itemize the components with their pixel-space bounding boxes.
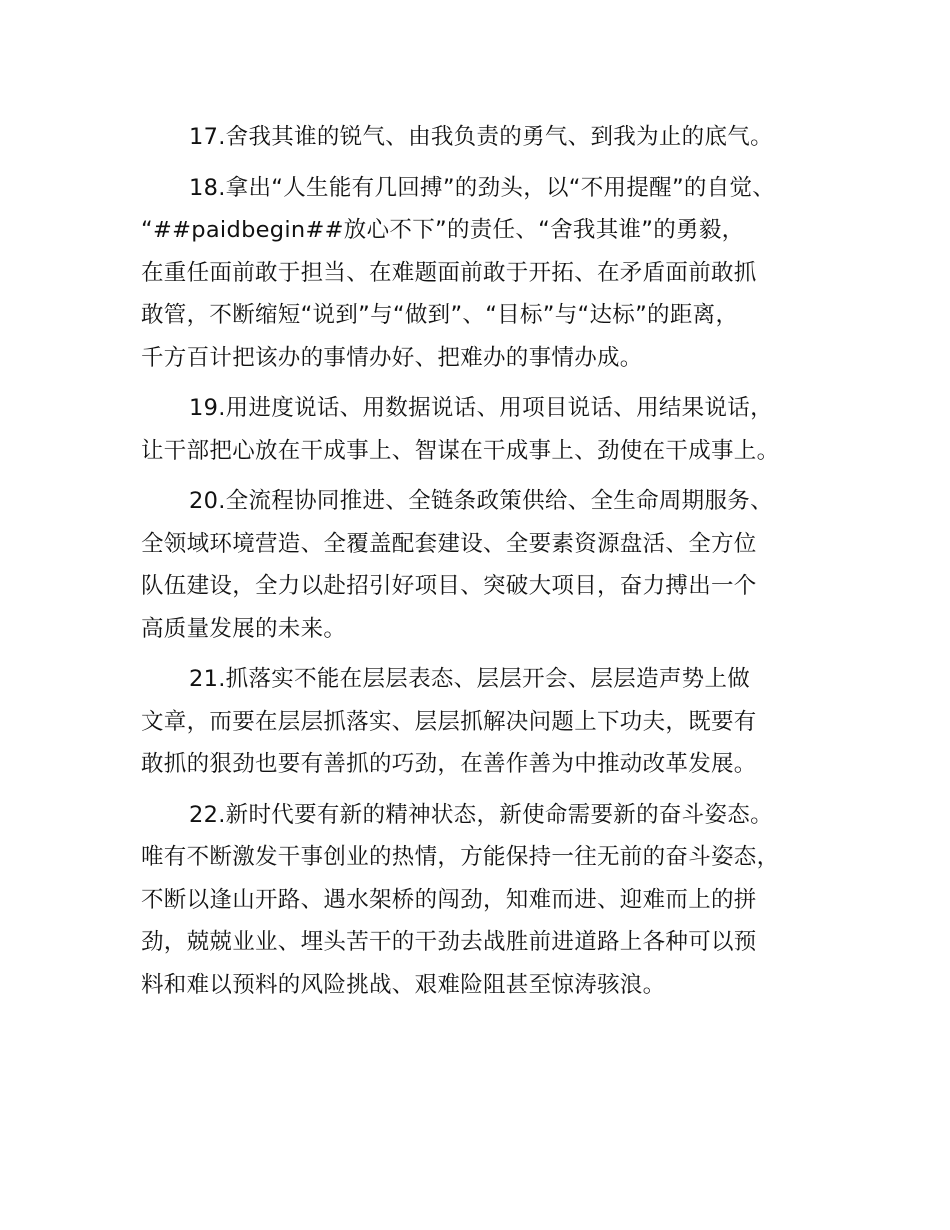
paragraph-22 xyxy=(141,794,833,1007)
paragraph-line: 文章，而要在层层抓落实、层层抓解决问题上下功夫，既要有 xyxy=(141,708,757,735)
paragraph-line: 20.全流程协同推进、全链条政策供给、全生命周期服务、 xyxy=(189,488,773,514)
paragraph-line: 19.用进度说话、用数据说话、用项目说话、用结果说话， xyxy=(189,395,773,421)
paragraph-18 xyxy=(141,167,833,380)
paragraph-17 xyxy=(141,116,833,159)
paragraph-line: 料和难以预料的风险挑战、艰难险阻甚至惊涛骇浪。 xyxy=(141,971,666,998)
paragraph-20 xyxy=(141,480,833,650)
paragraph-line: 敢管，不断缩短“说到”与“做到”、“目标”与“达标”的距离， xyxy=(141,302,739,328)
paragraph-line: 高质量发展的未来。 xyxy=(141,615,347,642)
paragraph-19 xyxy=(141,387,833,472)
paragraph-line: 22.新时代要有新的精神状态，新使命需要新的奋斗姿态。 xyxy=(189,801,773,828)
paragraph-line: 唯有不断激发干事创业的热情，方能保持一往无前的奋斗姿态， xyxy=(141,844,780,870)
paragraph-line: 让干部把心放在干成事上、智谋在干成事上、劲使在干成事上。 xyxy=(141,437,780,464)
paragraph-line: 全领域环境营造、全覆盖配套建设、全要素资源盘活、全方位 xyxy=(141,530,757,557)
document-body xyxy=(141,116,833,1014)
paragraph-line: 在重任面前敢于担当、在难题面前敢于开拓、在矛盾面前敢抓 xyxy=(141,259,757,286)
paragraph-line: 千方百计把该办的事情办好、把难办的事情办成。 xyxy=(141,344,643,371)
paragraph-line: 敢抓的狠劲也要有善抓的巧劲，在善作善为中推动改革发展。 xyxy=(141,751,757,777)
paragraph-line: 队伍建设，全力以赴招引好项目、突破大项目，奋力搏出一个 xyxy=(141,573,757,599)
paragraph-line: “##paidbegin##放心不下”的责任、“舍我其谁”的勇毅， xyxy=(141,217,745,243)
paragraph-line: 劲，兢兢业业、埋头苦干的干劲去战胜前进道路上各种可以预 xyxy=(141,929,757,955)
paragraph-line: 不断以逢山开路、遇水架桥的闯劲，知难而进、迎难而上的拼 xyxy=(141,886,757,913)
paragraph-21 xyxy=(141,658,833,786)
paragraph-line: 21.抓落实不能在层层表态、层层开会、层层造声势上做 xyxy=(189,666,751,692)
paragraph-line: 17.舍我其谁的锐气、由我负责的勇气、到我为止的底气。 xyxy=(189,124,773,150)
paragraph-line: 18.拿出“人生能有几回搏”的劲头，以“不用提醒”的自觉、 xyxy=(189,174,776,201)
